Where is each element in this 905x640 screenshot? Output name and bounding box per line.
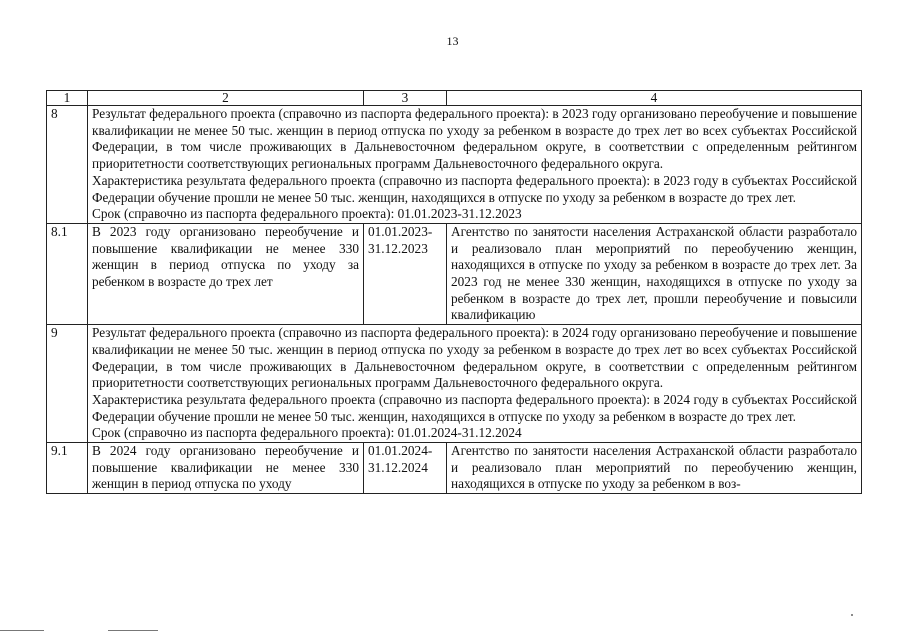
date-end: 31.12.2024 xyxy=(368,459,428,475)
row-number: 8.1 xyxy=(47,223,88,324)
result-characteristic-paragraph: Характеристика результата федерального проекта (справочно из паспорта федерального проекта): в 2023 году в субъектах Российской Федерации обучение прошли не менее 50 тыс. женщин, находящихся в отпуске по уходу за ребенком в возрасте до трех лет. xyxy=(92,172,857,205)
item-result: Агентство по занятости населения Астраханской области разработало и реализовало план мероприятий по переобучению женщин, находящихся в отпуске по уходу за ребенком в возрасте до трех лет. За 2023 год не менее 330 женщин, находящихся в отпуске по уходу за ребенком в возрасте до трех лет, прошли переобучение и повысили квалификацию xyxy=(447,223,862,324)
page-number: 13 xyxy=(446,34,459,48)
item-dates xyxy=(364,223,447,324)
scan-speck xyxy=(851,614,853,616)
row-number: 8 xyxy=(47,106,88,224)
scan-artifact-line xyxy=(108,630,158,631)
table-row-section-9 xyxy=(47,325,862,443)
item-description: В 2024 году организовано переобучение и повышение квалификации не менее 330 женщин в период отпуска по уходу xyxy=(88,443,364,494)
column-header-3: 3 xyxy=(364,91,447,106)
activities-table xyxy=(46,90,862,494)
row-number: 9.1 xyxy=(47,443,88,494)
row-number: 9 xyxy=(47,325,88,443)
result-characteristic-paragraph: Характеристика результата федерального проекта (справочно из паспорта федерального проекта): в 2024 году в субъектах Российской Федерации обучение прошли не менее 50 тыс. женщин, находящихся в отпуске по уходу за ребенком в возрасте до трех лет. xyxy=(92,391,857,424)
federal-result-paragraph: Результат федерального проекта (справочно из паспорта федерального проекта): в 2024 году организовано переобучение и повышение квалификации не менее 50 тыс. женщин в период отпуска по уходу за ребенком в возрасте до трех лет во всех субъектах Российской Федерации, в том числе проживающих в Дальневосточном федеральном округе, в соответствии с определенным рейтингом приоритетности соответствующих региональных программ Дальневосточного федерального округа. xyxy=(92,325,857,391)
deadline-paragraph: Срок (справочно из паспорта федерального проекта): 01.01.2024-31.12.2024 xyxy=(92,425,522,441)
deadline-paragraph: Срок (справочно из паспорта федерального проекта): 01.01.2023-31.12.2023 xyxy=(92,206,522,222)
column-header-4: 4 xyxy=(447,91,862,106)
federal-result-paragraph: Результат федерального проекта (справочно из паспорта федерального проекта): в 2023 году организовано переобучение и повышение квалификации не менее 50 тыс. женщин в период отпуска по уходу за ребенком в возрасте до трех лет во всех субъектах Российской Федерации, в том числе проживающих в Дальневосточном федеральном округе, в соответствии с определенным рейтингом приоритетности соответствующих региональных программ Дальневосточного федерального округа. xyxy=(92,106,857,172)
section-text xyxy=(88,325,862,443)
date-start: 01.01.2024- xyxy=(368,443,433,459)
table-row-item-9-1 xyxy=(47,443,862,494)
column-header-1: 1 xyxy=(47,91,88,106)
column-header-2: 2 xyxy=(88,91,364,106)
table-row-section-8 xyxy=(47,106,862,224)
table-header-row xyxy=(47,91,862,106)
item-dates xyxy=(364,443,447,494)
section-text xyxy=(88,106,862,224)
item-description: В 2023 году организовано переобучение и повышение квалификации не менее 330 женщин в период отпуска по уходу за ребенком в возрасте до трех лет xyxy=(88,223,364,324)
date-start: 01.01.2023- xyxy=(368,223,433,239)
scan-artifact-line xyxy=(0,630,44,631)
table-row-item-8-1 xyxy=(47,223,862,324)
item-result: Агентство по занятости населения Астраханской области разработало и реализовало план мероприятий по переобучению женщин, находящихся в отпуске по уходу за ребенком в воз- xyxy=(447,443,862,494)
date-end: 31.12.2023 xyxy=(368,240,428,256)
